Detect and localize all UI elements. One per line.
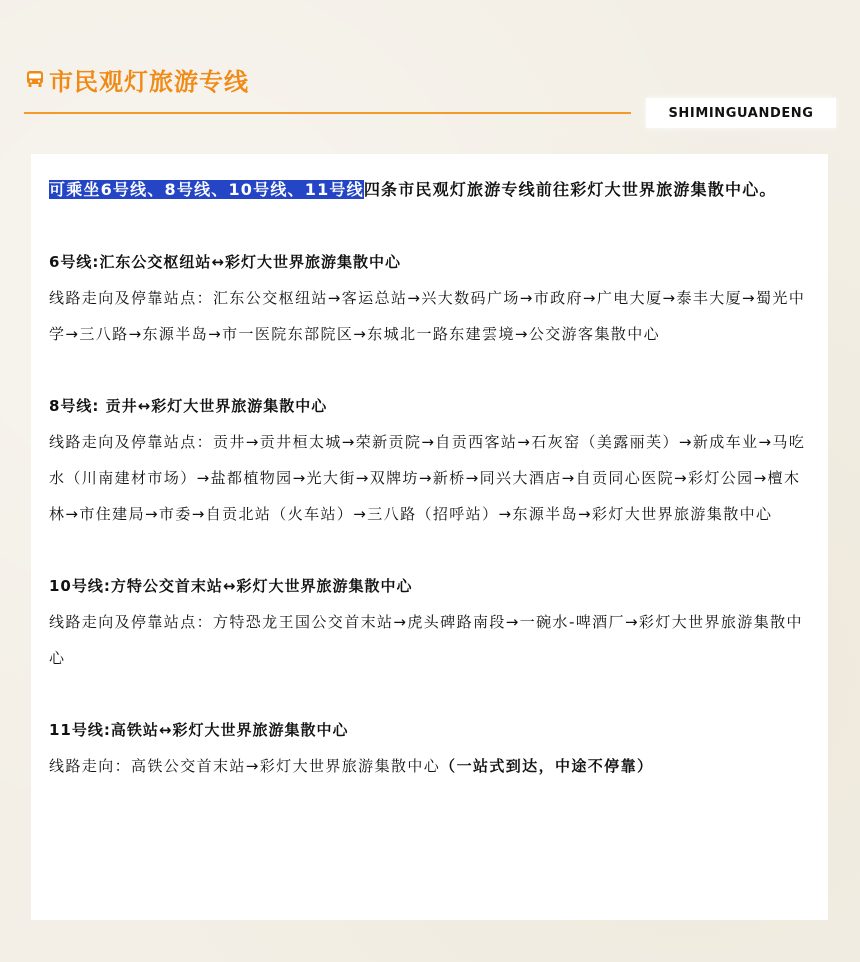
page-title: 市民观灯旅游专线 [49,67,249,96]
route-11 [49,712,814,784]
route-title: 10号线:方特公交首末站↔彩灯大世界旅游集散中心 [49,577,413,595]
header-divider [24,112,631,114]
route-description: 线路走向及停靠站点：方特恐龙王国公交首末站→虎头碑路南段→一碗水-啤酒厂→彩灯大世界旅游集散中心 [49,613,803,667]
route-description: 线路走向及停靠站点：汇东公交枢纽站→客运总站→兴大数码广场→市政府→广电大厦→泰丰大厦→蜀光中学→三八路→东源半岛→市一医院东部院区→东城北一路东建雲境→公交游客集散中心 [49,289,806,343]
route-description [49,748,814,784]
route-note: （一站式到达，中途不停靠） [440,757,654,775]
intro-text: 四条市民观灯旅游专线前往彩灯大世界旅游集散中心。 [363,180,777,199]
route-description: 线路走向及停靠站点：贡井→贡井桓太城→荣新贡院→自贡西客站→石灰窑（美露丽芙）→新成车业→马吃水（川南建材市场）→盐都植物园→光大街→双牌坊→新桥→同兴大酒店→自贡同心医院→彩灯公园→檀木林→市住建局→市委→自贡北站（火车站）→三八路（招呼站）→东源半岛→彩灯大世界旅游集散中心 [49,433,806,523]
route-8 [49,388,814,532]
intro-paragraph [49,172,814,208]
route-title: 6号线:汇东公交枢纽站↔彩灯大世界旅游集散中心 [49,253,402,271]
route-description-text: 线路走向：高铁公交首末站→彩灯大世界旅游集散中心 [49,757,441,775]
english-tag: SHIMINGUANDENG [646,98,836,128]
route-title: 8号线: 贡井↔彩灯大世界旅游集散中心 [49,397,328,415]
intro-highlight: 可乘坐6号线、8号线、10号线、11号线 [49,180,364,199]
route-10 [49,568,814,676]
content-body [49,172,814,784]
section-header [25,62,249,96]
route-6 [49,244,814,352]
route-title: 11号线:高铁站↔彩灯大世界旅游集散中心 [49,721,349,739]
bus-icon [25,69,45,89]
